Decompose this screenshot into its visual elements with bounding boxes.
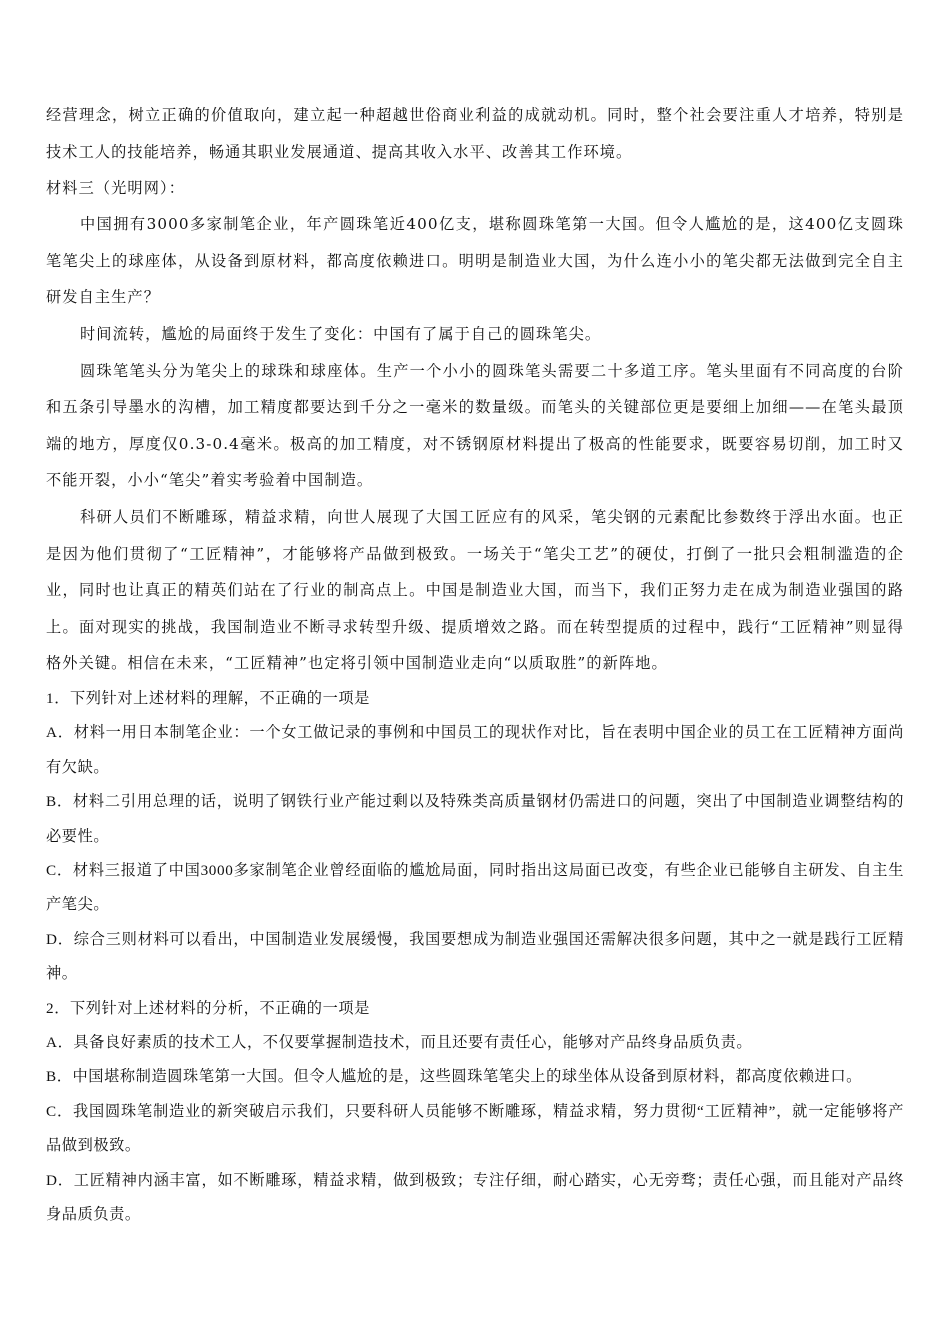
question-1-option-a: A．材料一用日本制笔企业：一个女工做记录的事例和中国员工的现状作对比，旨在表明中国企业的员工在工匠精神方面尚有欠缺。 bbox=[46, 724, 904, 776]
question-1-stem: 1．下列针对上述材料的理解，不正确的一项是 bbox=[46, 689, 370, 707]
question-2-option-d: D．工匠精神内涵丰富，如不断雕琢，精益求精，做到极致；专注仔细，耐心踏实，心无旁骛；责任心强，而且能对产品终身品质负责。 bbox=[46, 1171, 904, 1223]
question-1-option-d: D．综合三则材料可以看出，中国制造业发展缓慢，我国要想成为制造业强国还需解决很多问题，其中之一就是践行工匠精神。 bbox=[46, 930, 904, 983]
question-2-option-b: B．中国堪称制造圆珠笔第一大国。但令人尴尬的是，这些圆珠笔笔尖上的球坐体从设备到原材料，都高度依赖进口。 bbox=[46, 1068, 862, 1086]
question-1 bbox=[46, 682, 904, 992]
material3-paragraph-3: 圆珠笔笔头分为笔尖上的球珠和球座体。生产一个小小的圆珠笔头需要二十多道工序。笔头里面有不同高度的台阶和五条引导墨水的沟槽，加工精度都要达到千分之一毫米的数量级。而笔头的关键部位更是要细上加细——在笔头最顶端的地方，厚度仅0.3-0.4毫米。极高的加工精度，对不锈钢原材料提出了极高的性能要求，既要容易切削，加工时又不能开裂，小小“笔尖”着实考验着中国制造。 bbox=[46, 361, 904, 490]
material2-tail-paragraph: 经营理念，树立正确的价值取向，建立起一种超越世俗商业利益的成就动机。同时，整个社会要注重人才培养，特别是技术工人的技能培养，畅通其职业发展通道、提高其收入水平、改善其工作环境。 bbox=[46, 106, 904, 161]
question-2-stem: 2．下列针对上述材料的分析，不正确的一项是 bbox=[46, 999, 370, 1017]
question-2 bbox=[46, 992, 904, 1233]
exam-page bbox=[46, 97, 904, 1232]
question-1-option-c: C．材料三报道了中国3000多家制笔企业曾经面临的尴尬局面，同时指出这局面已改变，有些企业已能够自主研发、自主生产笔尖。 bbox=[46, 861, 904, 914]
question-2-option-a: A．具备良好素质的技术工人，不仅要掌握制造技术，而且还要有责任心，能够对产品终身品质负责。 bbox=[46, 1033, 753, 1051]
material3-paragraph-4: 科研人员们不断雕琢，精益求精，向世人展现了大国工匠应有的风采，笔尖钢的元素配比参数终于浮出水面。也正是因为他们贯彻了“工匠精神”，才能够将产品做到极致。一场关于“笔尖工艺”的硬仗，打倒了一批只会粗制滥造的企业，同时也让真正的精英们站在了行业的制高点上。中国是制造业大国，而当下，我们正努力走在成为制造业强国的路上。面对现实的挑战，我国制造业不断寻求转型升级、提质增效之路。而在转型提质的过程中，践行“工匠精神”则显得格外关键。相信在未来，“工匠精神”也定将引领中国制造业走向“以质取胜”的新阵地。 bbox=[46, 507, 904, 673]
material3-paragraph-1: 中国拥有3000多家制笔企业，年产圆珠笔近400亿支，堪称圆珠笔第一大国。但令人尴尬的是，这400亿支圆珠笔笔尖上的球座体，从设备到原材料，都高度依赖进口。明明是制造业大国，为什么连小小的笔尖都无法做到完全自主研发自主生产？ bbox=[46, 215, 904, 307]
question-2-option-c: C．我国圆珠笔制造业的新突破启示我们，只要科研人员能够不断雕琢，精益求精，努力贯彻“工匠精神”，就一定能够将产品做到极致。 bbox=[46, 1102, 904, 1155]
material3-paragraph-2: 时间流转，尴尬的局面终于发生了变化：中国有了属于自己的圆珠笔尖。 bbox=[80, 324, 602, 343]
question-1-option-b: B．材料二引用总理的话，说明了钢铁行业产能过剩以及特殊类高质量钢材仍需进口的问题，突出了中国制造业调整结构的必要性。 bbox=[46, 793, 904, 845]
material3-heading: 材料三（光明网）： bbox=[46, 179, 185, 198]
